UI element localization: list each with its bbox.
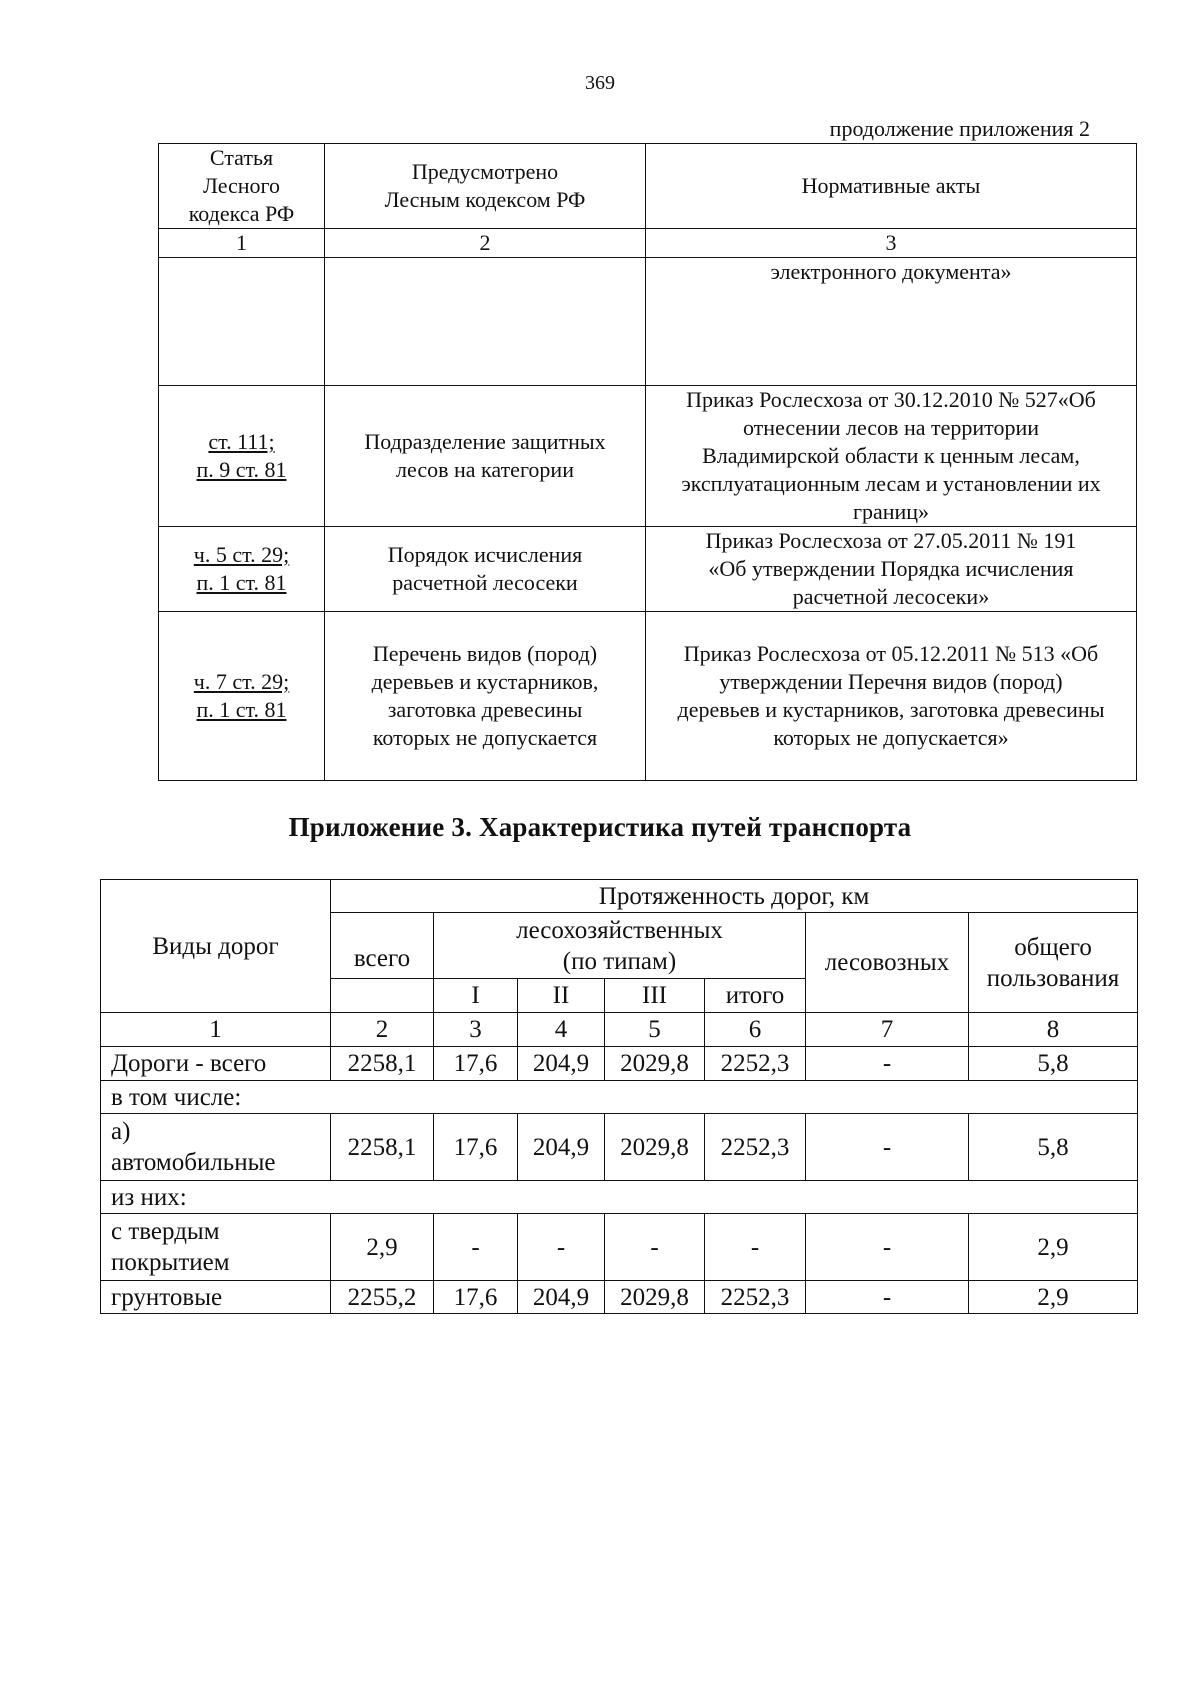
article-link[interactable]: п. 9 ст. 81 <box>196 457 287 482</box>
value-cell: 2258,1 <box>331 1114 434 1181</box>
table-row <box>159 258 1137 386</box>
value-cell: 2252,3 <box>705 1114 806 1181</box>
value-cell: 2252,3 <box>705 1281 806 1314</box>
value-cell: 2029,8 <box>605 1114 705 1181</box>
acts-line: электронного документа» <box>770 259 1012 284</box>
section-label: из них: <box>101 1181 1138 1214</box>
acts-line: «Об утверждении Порядка исчисления <box>708 556 1074 581</box>
provision-line: деревьев и кустарников, <box>371 669 599 694</box>
header-provision-line: Лесным кодексом РФ <box>384 187 586 212</box>
header-article-line: Лесного <box>202 173 281 198</box>
column-number: 8 <box>969 1013 1138 1047</box>
acts-line: утверждении Перечня видов (пород) <box>719 669 1063 694</box>
value-cell: - <box>605 1214 705 1281</box>
acts-line: деревьев и кустарников, заготовка древесины <box>677 697 1105 722</box>
table-row <box>101 1181 1138 1214</box>
article-link[interactable]: п. 1 ст. 81 <box>196 697 287 722</box>
row-label-line: а) <box>111 1118 131 1145</box>
header-acts: Нормативные акты <box>646 144 1137 229</box>
column-numbers-row <box>159 229 1137 258</box>
header-total-label: всего <box>353 945 411 972</box>
value-cell: 2029,8 <box>605 1281 705 1314</box>
column-number: 5 <box>605 1013 705 1047</box>
row-label-line: покрытием <box>111 1249 230 1276</box>
article-link[interactable]: ч. 7 ст. 29; <box>193 669 290 694</box>
row-label: Дороги - всего <box>101 1047 331 1081</box>
article-cell <box>159 612 325 781</box>
column-number: 2 <box>331 1013 434 1047</box>
header-article-line: Статья <box>209 145 274 170</box>
table-row <box>159 612 1137 781</box>
article-cell <box>159 527 325 612</box>
header-public-line: общего <box>1014 933 1092 961</box>
article-link[interactable]: ст. 111; <box>208 429 275 454</box>
header-type: I <box>434 979 518 1013</box>
value-cell: - <box>434 1214 518 1281</box>
header-forestry <box>434 913 806 979</box>
table-row <box>101 1214 1138 1281</box>
acts-cell <box>646 612 1137 781</box>
row-label: грунтовые <box>101 1281 331 1314</box>
provision-line: Порядок исчисления <box>387 542 583 567</box>
continuation-label: продолжение приложения 2 <box>829 116 1090 141</box>
section-label: в том числе: <box>101 1081 1138 1114</box>
value-cell: 204,9 <box>518 1114 605 1181</box>
acts-cell <box>646 527 1137 612</box>
provision-line: которых не допускается <box>372 725 598 750</box>
article-link[interactable]: п. 1 ст. 81 <box>196 570 287 595</box>
acts-cell <box>646 386 1137 527</box>
acts-line: Приказ Рослесхоза от 27.05.2011 № 191 <box>705 528 1077 553</box>
header-type: II <box>518 979 605 1013</box>
column-number: 4 <box>518 1013 605 1047</box>
header-public-line: пользования <box>986 964 1120 992</box>
header-provision <box>325 144 646 229</box>
header-article <box>159 144 325 229</box>
provision-line: Перечень видов (пород) <box>372 641 598 666</box>
value-cell: 2029,8 <box>605 1047 705 1081</box>
value-cell: 2,9 <box>969 1214 1138 1281</box>
acts-line: отнесении лесов на территории <box>742 415 1040 440</box>
value-cell: 5,8 <box>969 1047 1138 1081</box>
value-cell: 5,8 <box>969 1114 1138 1181</box>
column-number: 3 <box>646 229 1137 258</box>
acts-line: которых не допускается» <box>773 725 1009 750</box>
row-label-line: с твердым <box>111 1218 220 1245</box>
page-number: 369 <box>585 72 615 94</box>
provision-line: лесов на категории <box>396 457 574 482</box>
column-number: 1 <box>101 1013 331 1047</box>
row-label <box>101 1114 331 1181</box>
header-article-line: кодекса РФ <box>188 201 295 226</box>
header-type: итого <box>705 979 806 1013</box>
column-number: 1 <box>159 229 325 258</box>
table-row <box>101 1081 1138 1114</box>
value-cell: - <box>705 1214 806 1281</box>
table-row <box>101 1281 1138 1314</box>
header-provision-line: Предусмотрено <box>411 159 559 184</box>
value-cell: - <box>806 1047 969 1081</box>
provision-line: расчетной лесосеки <box>392 570 578 595</box>
value-cell: 2252,3 <box>705 1047 806 1081</box>
header-type: III <box>605 979 705 1013</box>
value-cell: - <box>806 1114 969 1181</box>
acts-line: Приказ Рослесхоза от 05.12.2011 № 513 «Об <box>683 641 1099 666</box>
row-label-line: автомобильные <box>111 1149 276 1176</box>
column-number: 3 <box>434 1013 518 1047</box>
acts-line: Владимирской области к ценным лесам, <box>702 443 1080 468</box>
table-header-row <box>159 144 1137 229</box>
provision-cell <box>325 386 646 527</box>
header-forestry-line: (по типам) <box>562 947 677 975</box>
header-public <box>969 913 1138 1013</box>
column-number: 2 <box>325 229 646 258</box>
provision-line: заготовка древесины <box>387 697 583 722</box>
provision-cell <box>325 527 646 612</box>
provision-cell <box>325 258 646 386</box>
header-road-length: Протяженность дорог, км <box>331 880 1138 913</box>
table-row <box>101 1047 1138 1081</box>
table-header-row <box>101 880 1138 913</box>
row-label <box>101 1214 331 1281</box>
column-number: 6 <box>705 1013 806 1047</box>
acts-line: Приказ Рослесхоза от 30.12.2010 № 527«Об <box>686 387 1096 412</box>
acts-cell <box>646 258 1137 386</box>
header-logging: лесовозных <box>806 913 969 1013</box>
header-empty <box>331 979 434 1013</box>
value-cell: - <box>806 1281 969 1314</box>
table-row <box>159 386 1137 527</box>
value-cell: 17,6 <box>434 1281 518 1314</box>
value-cell: 17,6 <box>434 1047 518 1081</box>
provision-line: Подразделение защитных <box>364 429 606 454</box>
table-row <box>159 527 1137 612</box>
value-cell: 204,9 <box>518 1281 605 1314</box>
value-cell: 2255,2 <box>331 1281 434 1314</box>
forest-code-table <box>158 143 1137 781</box>
header-road-types: Виды дорог <box>101 880 331 1013</box>
article-link[interactable]: ч. 5 ст. 29; <box>193 542 290 567</box>
table-row <box>101 1114 1138 1181</box>
value-cell: 204,9 <box>518 1047 605 1081</box>
column-numbers-row <box>101 1013 1138 1047</box>
acts-line: эксплуатационным лесам и установлении их <box>681 471 1101 496</box>
acts-line: расчетной лесосеки» <box>792 584 990 609</box>
roads-table <box>100 879 1138 1314</box>
value-cell: 2258,1 <box>331 1047 434 1081</box>
value-cell: 2,9 <box>331 1214 434 1281</box>
acts-line: границ» <box>852 499 930 524</box>
article-cell <box>159 386 325 527</box>
value-cell: - <box>806 1214 969 1281</box>
value-cell: 17,6 <box>434 1114 518 1181</box>
section-heading: Приложение 3. Характеристика путей транспорта <box>288 812 912 842</box>
article-cell <box>159 258 325 386</box>
value-cell: - <box>518 1214 605 1281</box>
header-total <box>331 913 434 979</box>
header-forestry-line: лесохозяйственных <box>516 916 723 944</box>
column-number: 7 <box>806 1013 969 1047</box>
value-cell: 2,9 <box>969 1281 1138 1314</box>
provision-cell <box>325 612 646 781</box>
